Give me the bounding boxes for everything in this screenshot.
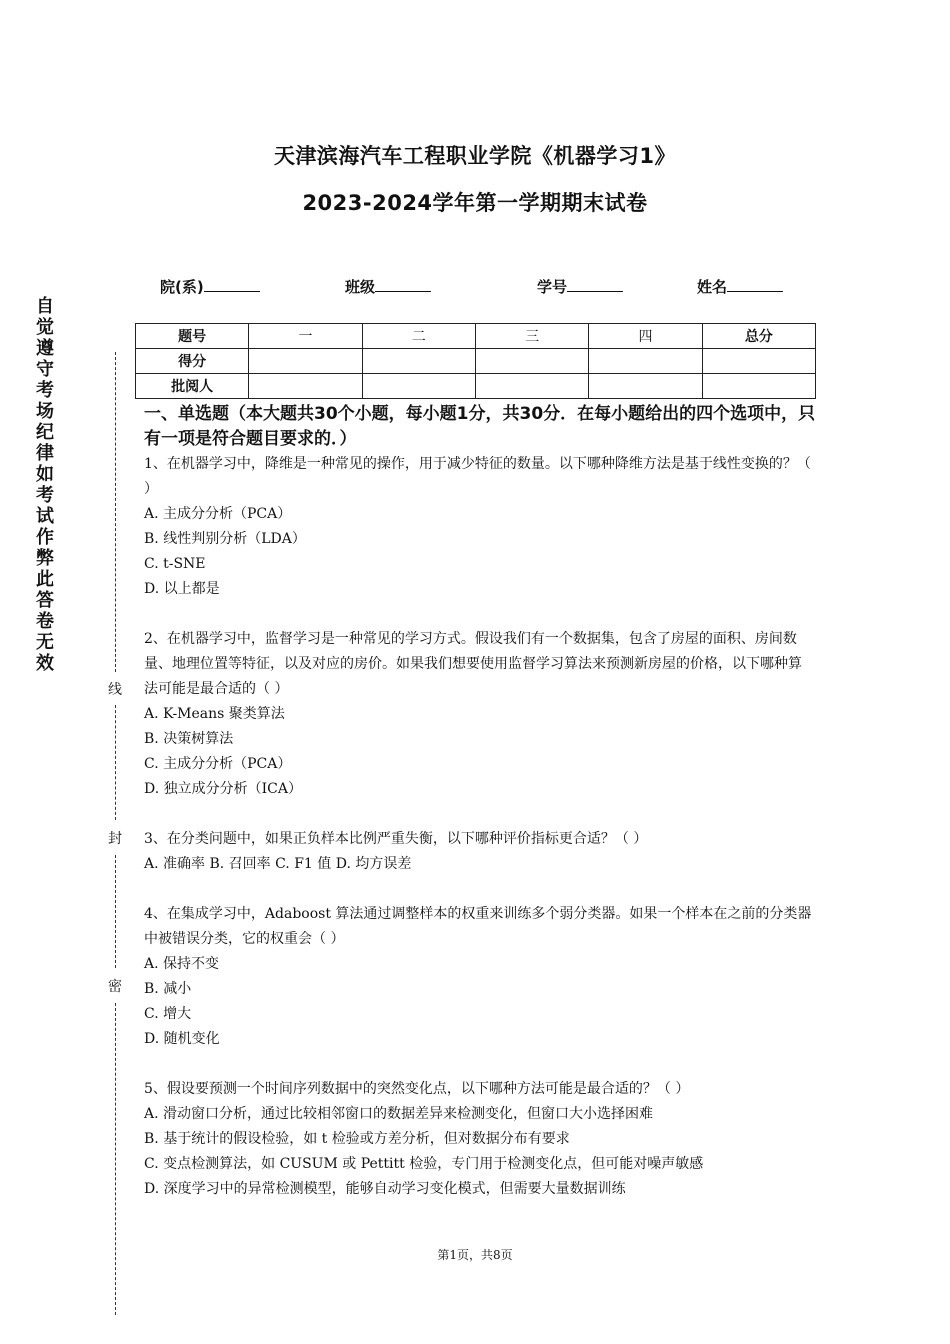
score-row — [136, 349, 816, 374]
seal-mark-line: 线 — [106, 679, 124, 699]
class-field — [345, 276, 431, 298]
exam-title-line1: 天津滨海汽车工程职业学院《机器学习1》 — [273, 144, 677, 168]
question-option: A. 准确率 B. 召回率 C. F1 值 D. 均方误差 — [144, 856, 412, 872]
question-stem: 5、假设要预测一个时间序列数据中的突然变化点，以下哪种方法可能是最合适的？（ ） — [144, 1081, 690, 1097]
question-stem: 4、在集成学习中，Adaboost 算法通过调整样本的权重来训练多个弱分类器。如果一个样本在之前的分类器中被错误分类，它的权重会（ ） — [144, 906, 812, 947]
reviewer-row-label: 批阅人 — [136, 374, 249, 399]
question-option: A. 滑动窗口分析，通过比较相邻窗口的数据差异来检测变化，但窗口大小选择困难 — [144, 1106, 654, 1122]
score-table — [135, 323, 816, 399]
class-blank — [375, 277, 431, 292]
dept-field — [160, 276, 260, 298]
question-option: B. 基于统计的假设检验，如 t 检验或方差分析，但对数据分布有要求 — [144, 1131, 570, 1147]
question-option: C. 主成分分析（PCA） — [144, 756, 292, 772]
question-option: B. 减小 — [144, 981, 192, 997]
section-heading: 一、单选题（本大题共30个小题，每小题1分，共30分．在每小题给出的四个选项中，只有一项是符合题目要求的．） — [144, 404, 816, 449]
reviewer-cell — [702, 374, 815, 399]
score-header-cell: 题号 — [136, 324, 249, 349]
question-option: C. 变点检测算法，如 CUSUM 或 Pettitt 检验，专门用于检测变化点，但可能对噪声敏感 — [144, 1156, 704, 1172]
score-row-label: 得分 — [136, 349, 249, 374]
seal-mark-seal: 封 — [106, 828, 124, 848]
question-5 — [144, 1077, 814, 1202]
student-id-blank — [567, 277, 623, 292]
question-option: B. 线性判别分析（LDA） — [144, 531, 306, 547]
score-header-cell: 一 — [249, 324, 362, 349]
score-header-cell: 总分 — [702, 324, 815, 349]
question-list — [144, 452, 814, 1202]
question-1 — [144, 452, 814, 602]
question-stem: 3、在分类问题中，如果正负样本比例严重失衡，以下哪种评价指标更合适？（ ） — [144, 831, 648, 847]
name-field — [697, 276, 783, 298]
class-label: 班级 — [345, 278, 376, 296]
question-option: C. t-SNE — [144, 556, 206, 572]
seal-dashed-line — [115, 1003, 116, 1315]
question-option: B. 决策树算法 — [144, 731, 234, 747]
dept-label: 院(系) — [160, 278, 204, 296]
score-header-cell: 三 — [475, 324, 588, 349]
question-option: A. K-Means 聚类算法 — [144, 706, 285, 722]
student-id-label: 学号 — [537, 278, 568, 296]
exam-title-line2: 2023-2024学年第一学期期末试卷 — [302, 191, 648, 215]
question-option: D. 随机变化 — [144, 1031, 220, 1047]
reviewer-cell — [475, 374, 588, 399]
question-option: D. 以上都是 — [144, 581, 220, 597]
reviewer-cell — [589, 374, 702, 399]
question-stem: 1、在机器学习中，降维是一种常见的操作，用于减少特征的数量。以下哪种降维方法是基于线性变换的？（ ） — [144, 456, 811, 497]
question-stem: 2、在机器学习中，监督学习是一种常见的学习方式。假设我们有一个数据集，包含了房屋的面积、房间数量、地理位置等特征，以及对应的房价。如果我们想要使用监督学习算法来预测新房屋的价格，以下哪种算法可能是最合适的（ ） — [144, 631, 802, 697]
reviewer-cell — [249, 374, 362, 399]
student-id-field — [537, 276, 623, 298]
score-cell — [249, 349, 362, 374]
side-notice: 自觉遵守考场纪律如考试作弊此答卷无效 — [36, 296, 54, 674]
seal-dashed-line — [115, 352, 116, 672]
score-table-header-row — [136, 324, 816, 349]
question-option: A. 主成分分析（PCA） — [144, 506, 292, 522]
score-cell — [702, 349, 815, 374]
reviewer-cell — [362, 374, 475, 399]
score-cell — [589, 349, 702, 374]
score-header-cell: 二 — [362, 324, 475, 349]
reviewer-row — [136, 374, 816, 399]
name-blank — [727, 277, 783, 292]
question-option: D. 独立成分分析（ICA） — [144, 781, 302, 797]
score-cell — [475, 349, 588, 374]
question-option: C. 增大 — [144, 1006, 192, 1022]
name-label: 姓名 — [697, 278, 728, 296]
question-4 — [144, 902, 814, 1052]
question-option: D. 深度学习中的异常检测模型，能够自动学习变化模式，但需要大量数据训练 — [144, 1181, 626, 1197]
score-cell — [362, 349, 475, 374]
seal-mark-secret: 密 — [106, 976, 124, 996]
question-2 — [144, 627, 814, 802]
score-header-cell: 四 — [589, 324, 702, 349]
question-option: A. 保持不变 — [144, 956, 220, 972]
seal-dashed-line — [115, 705, 116, 820]
dept-blank — [204, 277, 260, 292]
seal-dashed-line — [115, 855, 116, 968]
page-footer: 第1页，共8页 — [437, 1248, 513, 1262]
question-3 — [144, 827, 814, 877]
